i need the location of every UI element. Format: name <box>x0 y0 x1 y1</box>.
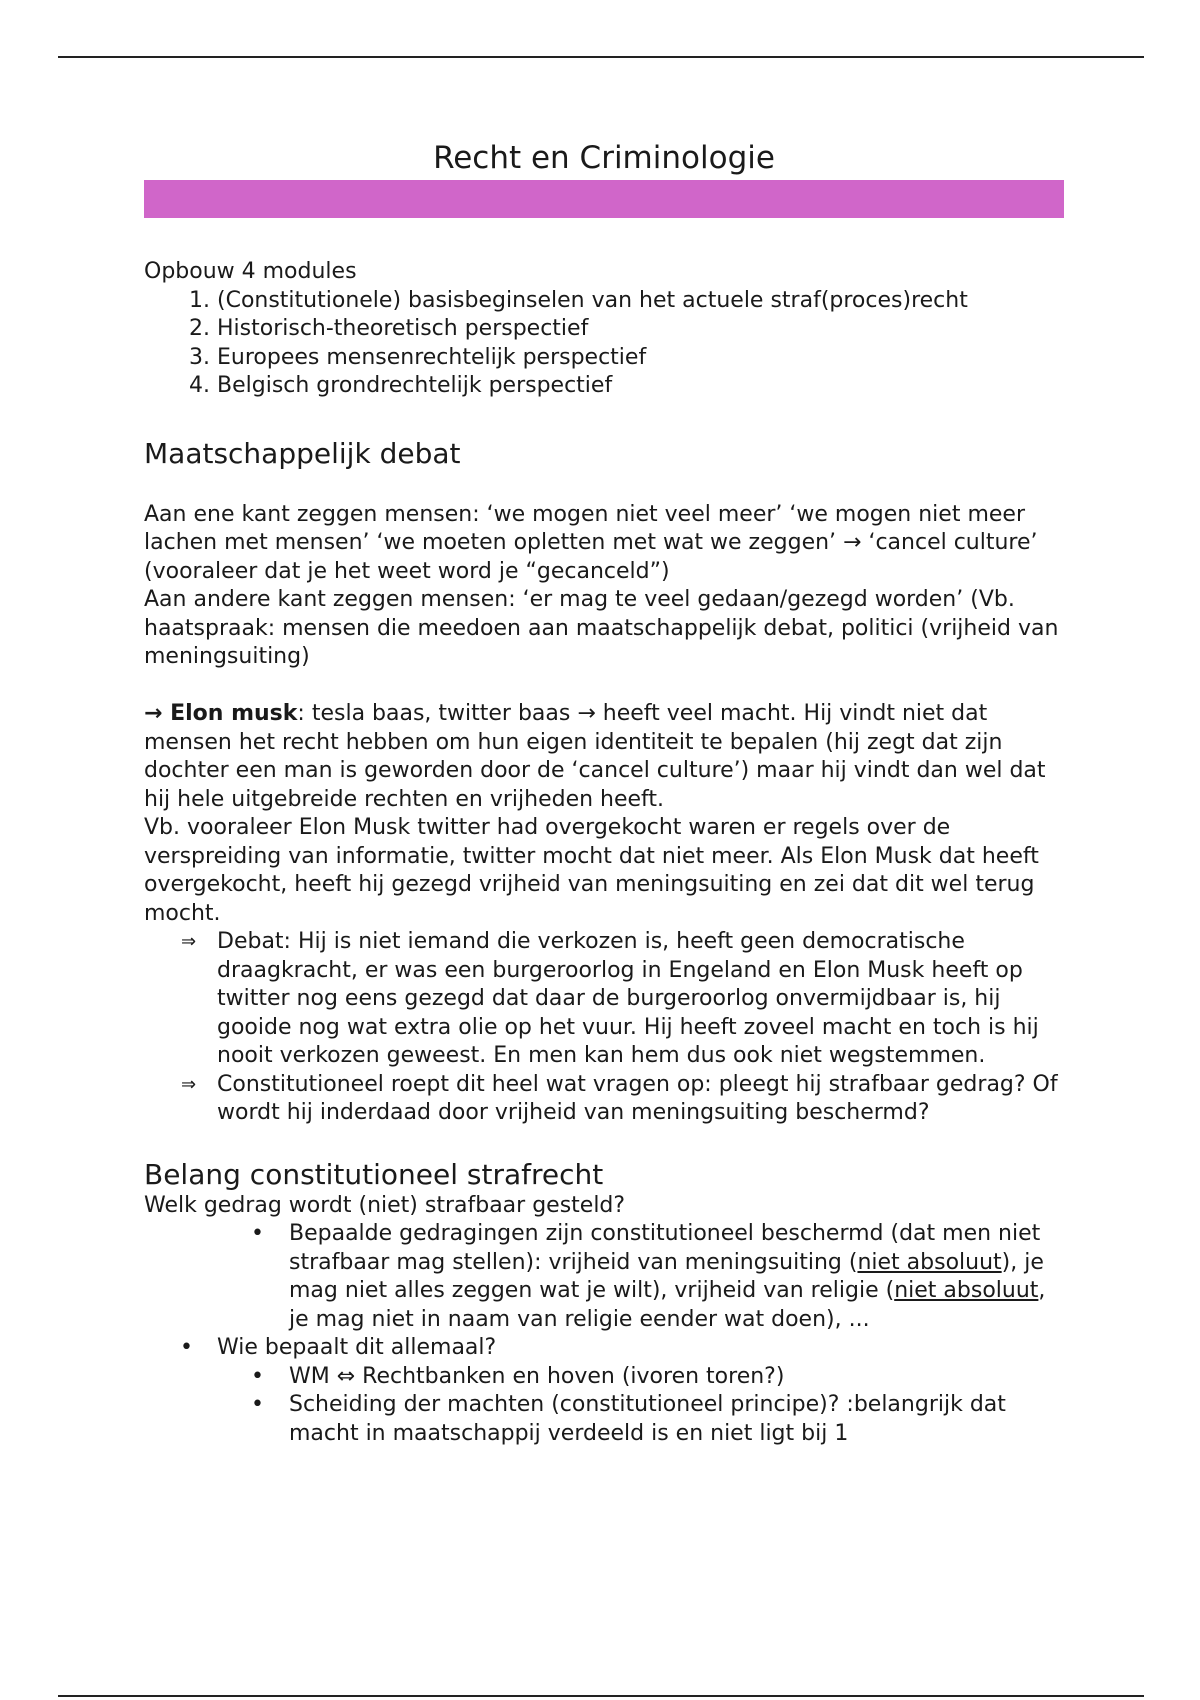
elon-name: Elon musk <box>170 701 298 726</box>
double-arrow-icon: ⇒ <box>181 1073 197 1095</box>
list-item: • WM ⇔ Rechtbanken en hoven (ivoren toren?) <box>144 1363 1064 1392</box>
double-arrow-icon: ⇒ <box>181 931 197 952</box>
top-rule <box>58 56 1144 58</box>
example-paragraph: Vb. vooraleer Elon Musk twitter had overgekocht waren er regels over de verspreiding van informatie, twitter mocht dat niet meer. Als Elon Musk dat heeft overgekocht, heeft hij gezegd vrijheid van meningsuiting en zei dat dit wel terug mocht. <box>144 815 1039 926</box>
bottom-rule <box>58 1695 1144 1697</box>
belang-question: Welk gedrag wordt (niet) strafbaar gesteld? <box>144 1192 626 1218</box>
page-title: Recht en Criminologie <box>433 140 775 176</box>
intro-heading: Opbouw 4 modules <box>144 259 357 284</box>
bullet-icon: • <box>251 1221 264 1246</box>
bullet-icon: • <box>251 1392 264 1417</box>
belang-bullets <box>144 1220 1064 1448</box>
title-color-bar <box>144 180 1064 218</box>
list-item: 4. Belgisch grondrechtelijk perspectief <box>217 372 1064 401</box>
elon-arrow: → <box>144 701 171 726</box>
debat-paragraph-2: Aan andere kant zeggen mensen: ‘er mag te veel gedaan/gezegd worden’ (Vb. haatspraak: mensen die meedoen aan maatschappelijk debat, politici (vrijheid van meningsuiting) <box>144 587 1059 669</box>
bullet-icon: • <box>180 1335 193 1360</box>
underlined-text: niet absoluut <box>894 1278 1039 1303</box>
debat-points-list <box>144 928 1064 1128</box>
list-item: • Scheiding der machten (constitutioneel principe)? :belangrijk dat macht in maatschappij verdeeld is en niet ligt bij 1 <box>251 1392 1006 1446</box>
modules-list <box>144 287 1064 401</box>
debat-paragraph-1: Aan ene kant zeggen mensen: ‘we mogen niet veel meer’ ‘we mogen niet meer lachen met mensen’ ‘we moeten opletten met wat we zeggen’ → ‘cancel culture’ (vooraleer dat je het weet word je “gecanceld”) <box>144 501 1038 584</box>
list-item: 2. Historisch-theoretisch perspectief <box>217 315 1064 344</box>
underlined-text: niet absoluut <box>857 1249 1002 1275</box>
elon-paragraph <box>144 700 1064 814</box>
section-heading-debat: Maatschappelijk debat <box>144 436 461 470</box>
list-item <box>181 1071 1064 1128</box>
list-item: 1. (Constitutionele) basisbeginselen van het actuele straf(proces)recht <box>217 287 1064 316</box>
list-item: 3. Europees mensenrechtelijk perspectief <box>217 344 1064 373</box>
list-item <box>181 928 1064 1071</box>
list-item-text: Constitutioneel roept dit heel wat vragen op: pleegt hij strafbaar gedrag? Of wordt hij inderdaad door vrijheid van meningsuiting beschermd? <box>217 1071 1058 1125</box>
bullet-icon: • <box>251 1363 264 1389</box>
list-item: • Wie bepaalt dit allemaal? <box>144 1334 1064 1363</box>
document-page <box>144 138 1064 1448</box>
section-heading-belang: Belang constitutioneel strafrecht <box>144 1157 604 1191</box>
elon-text: : tesla baas, twitter baas → heeft veel macht. Hij vindt niet dat mensen het recht hebben om hun eigen identiteit te bepalen (hij zegt dat zijn dochter een man is geworden door de ‘cancel culture’) maar hij vindt dan wel dat hij hele uitgebreide rechten en vrijheden heeft. <box>144 701 1046 812</box>
list-item: • Bepaalde gedragingen zijn constitutioneel beschermd (dat men niet strafbaar mag stellen): vrijheid van meningsuiting (niet absoluut), je mag niet alles zeggen wat je wilt), vrijheid van religie (niet absoluut, je mag niet in naam van religie eender wat doen), ... <box>251 1221 1046 1332</box>
list-item-text: Debat: Hij is niet iemand die verkozen is, heeft geen democratische draagkracht, er was een burgeroorlog in Engeland en Elon Musk heeft op twitter nog eens gezegd dat daar de burgeroorlog onvermijdbaar is, hij gooide nog wat extra olie op het vuur. Hij heeft zoveel macht en toch is hij nooit verkozen geweest. En men kan hem dus ook niet wegstemmen. <box>217 929 1039 1068</box>
